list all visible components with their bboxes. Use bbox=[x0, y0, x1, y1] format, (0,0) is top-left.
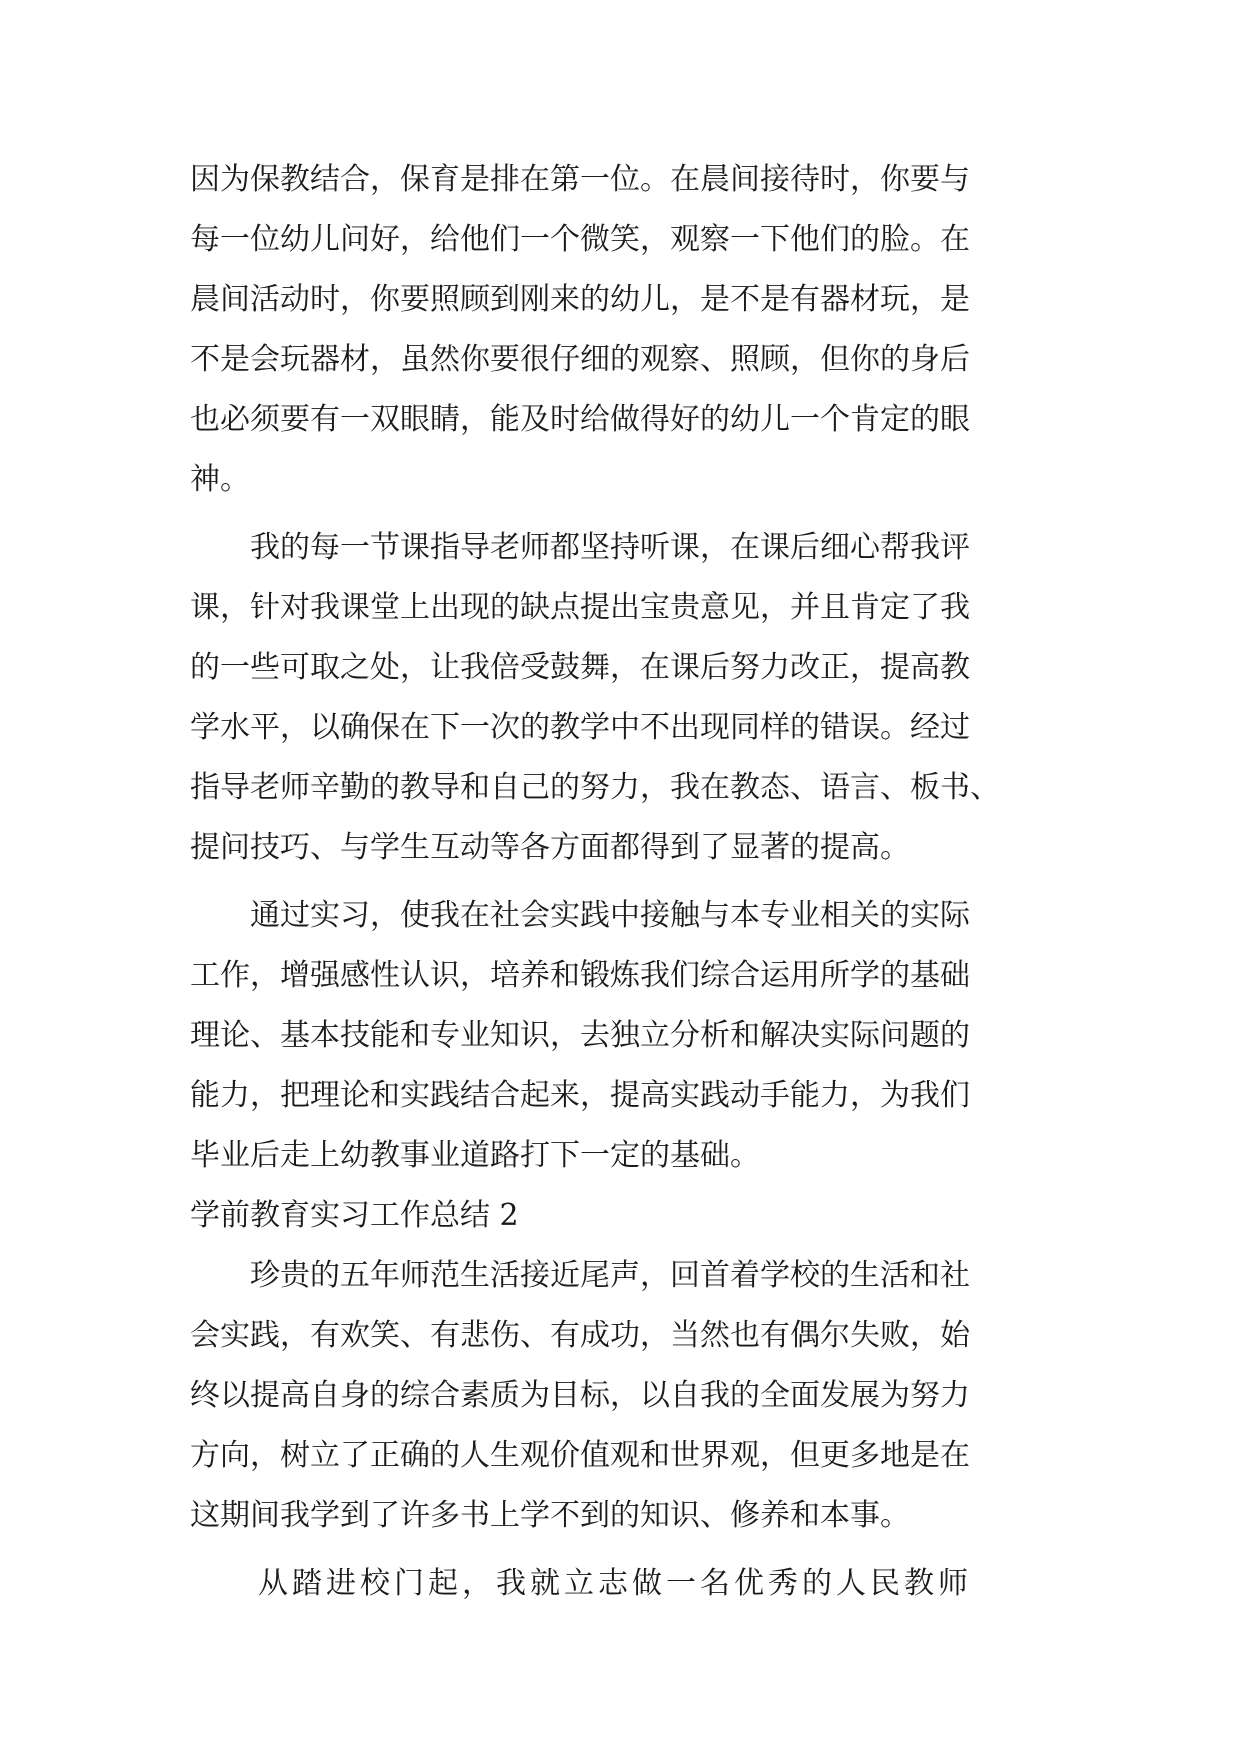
document-body bbox=[190, 150, 1050, 1614]
text-line: 晨间活动时，你要照顾到刚来的幼儿，是不是有器材玩，是 bbox=[190, 282, 970, 317]
paragraph-5 bbox=[190, 1554, 1050, 1614]
text-line: 学水平，以确保在下一次的教学中不出现同样的错误。经过 bbox=[190, 710, 970, 745]
text-line: 因为保教结合，保育是排在第一位。在晨间接待时，你要与 bbox=[190, 162, 970, 197]
text-line: 这期间我学到了许多书上学不到的知识、修养和本事。 bbox=[190, 1498, 910, 1533]
text-line: 通过实习，使我在社会实践中接触与本专业相关的实际 bbox=[250, 898, 970, 933]
text-line: 课，针对我课堂上出现的缺点提出宝贵意见，并且肯定了我 bbox=[190, 590, 970, 625]
text-line: 每一位幼儿问好，给他们一个微笑，观察一下他们的脸。在 bbox=[190, 222, 970, 257]
text-line: 也必须要有一双眼睛，能及时给做得好的幼儿一个肯定的眼 bbox=[190, 402, 970, 437]
heading-text: 学前教育实习工作总结 2 bbox=[190, 1198, 519, 1233]
text-line: 的一些可取之处，让我倍受鼓舞，在课后努力改正，提高教 bbox=[190, 650, 970, 685]
text-line: 终以提高自身的综合素质为目标，以自我的全面发展为努力 bbox=[190, 1378, 970, 1413]
text-line: 不是会玩器材，虽然你要很仔细的观察、照顾，但你的身后 bbox=[190, 342, 970, 377]
text-line: 毕业后走上幼教事业道路打下一定的基础。 bbox=[190, 1138, 760, 1173]
text-line: 神。 bbox=[190, 462, 250, 497]
text-line: 方向，树立了正确的人生观价值观和世界观，但更多地是在 bbox=[190, 1438, 970, 1473]
paragraph-2 bbox=[190, 518, 1050, 878]
text-line: 工作，增强感性认识，培养和锻炼我们综合运用所学的基础 bbox=[190, 958, 970, 993]
paragraph-3 bbox=[190, 886, 1050, 1186]
text-line: 理论、基本技能和专业知识，去独立分析和解决实际问题的 bbox=[190, 1018, 970, 1053]
text-line: 从踏进校门起，我就立志做一名优秀的人民教师 bbox=[258, 1566, 972, 1601]
paragraph-1 bbox=[190, 150, 1050, 510]
text-line: 珍贵的五年师范生活接近尾声，回首着学校的生活和社 bbox=[250, 1258, 970, 1293]
text-line: 提问技巧、与学生互动等各方面都得到了显著的提高。 bbox=[190, 830, 910, 865]
section-heading bbox=[190, 1186, 1050, 1246]
text-line: 会实践，有欢笑、有悲伤、有成功，当然也有偶尔失败，始 bbox=[190, 1318, 970, 1353]
text-line: 指导老师辛勤的教导和自己的努力，我在教态、语言、板书、 bbox=[190, 770, 1000, 805]
paragraph-4 bbox=[190, 1246, 1050, 1546]
text-line: 我的每一节课指导老师都坚持听课，在课后细心帮我评 bbox=[250, 530, 970, 565]
text-line: 能力，把理论和实践结合起来，提高实践动手能力，为我们 bbox=[190, 1078, 970, 1113]
